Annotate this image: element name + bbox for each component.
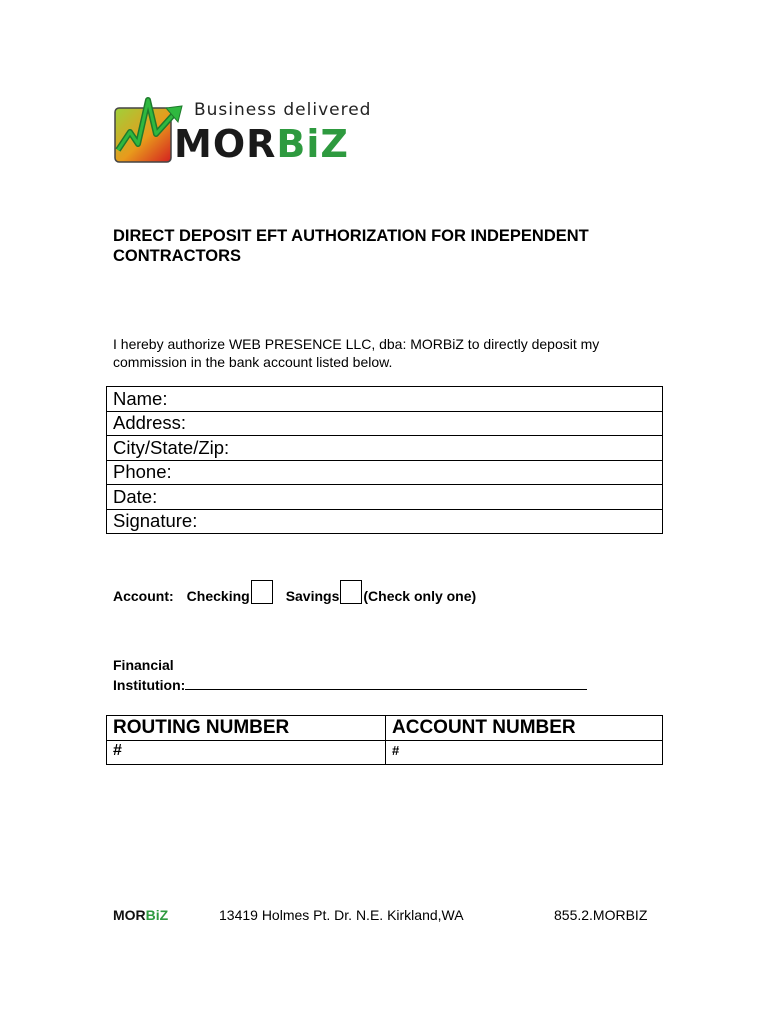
table-row	[107, 741, 663, 765]
savings-checkbox[interactable]	[340, 580, 362, 604]
contractor-info-table	[106, 386, 663, 534]
table-row	[107, 485, 663, 510]
table-row	[107, 509, 663, 534]
footer-brand-biz: BiZ	[145, 907, 169, 923]
savings-label: Savings	[285, 588, 340, 604]
routing-number-field[interactable]: #	[107, 741, 386, 765]
page-title: DIRECT DEPOSIT EFT AUTHORIZATION FOR INDEPENDENT CONTRACTORS	[113, 227, 589, 265]
phone-field[interactable]: Phone:	[107, 460, 663, 485]
routing-number-header: ROUTING NUMBER	[107, 716, 386, 741]
financial-label-line2: Institution:	[113, 677, 186, 693]
footer-phone: 855.2.MORBIZ	[554, 907, 648, 923]
footer-brand-mor: MOR	[113, 907, 146, 923]
authorization-statement: I hereby authorize WEB PRESENCE LLC, dba: MORBiZ to directly deposit my commission in the bank account listed below.	[113, 336, 600, 370]
logo-word-mor: MOR	[174, 122, 277, 166]
table-row	[107, 460, 663, 485]
checking-checkbox[interactable]	[251, 580, 273, 604]
check-only-one-note: (Check only one)	[363, 588, 477, 604]
address-field[interactable]: Address:	[107, 411, 663, 436]
table-row	[107, 411, 663, 436]
logo-wordmark	[174, 122, 349, 166]
table-row	[107, 436, 663, 461]
financial-institution-input-line[interactable]	[185, 675, 587, 690]
footer-address: 13419 Holmes Pt. Dr. N.E. Kirkland,WA	[219, 907, 464, 923]
account-number-header: ACCOUNT NUMBER	[386, 716, 663, 741]
checking-label: Checking	[186, 588, 250, 604]
table-row	[107, 387, 663, 412]
account-number-field[interactable]: #	[386, 741, 663, 765]
name-field[interactable]: Name:	[107, 387, 663, 412]
logo-tagline: Business delivered	[194, 100, 372, 120]
account-label: Account:	[113, 588, 174, 604]
logo-word-biz: BiZ	[276, 122, 349, 166]
footer-brand	[113, 906, 168, 924]
city-state-zip-field[interactable]: City/State/Zip:	[107, 436, 663, 461]
morbiz-logo	[112, 94, 374, 166]
account-type-row	[113, 578, 476, 604]
financial-label-line1: Financial	[113, 657, 174, 673]
signature-field[interactable]: Signature:	[107, 509, 663, 534]
date-field[interactable]: Date:	[107, 485, 663, 510]
table-row	[107, 716, 663, 741]
financial-institution	[113, 656, 587, 695]
bank-details-table	[106, 715, 663, 765]
